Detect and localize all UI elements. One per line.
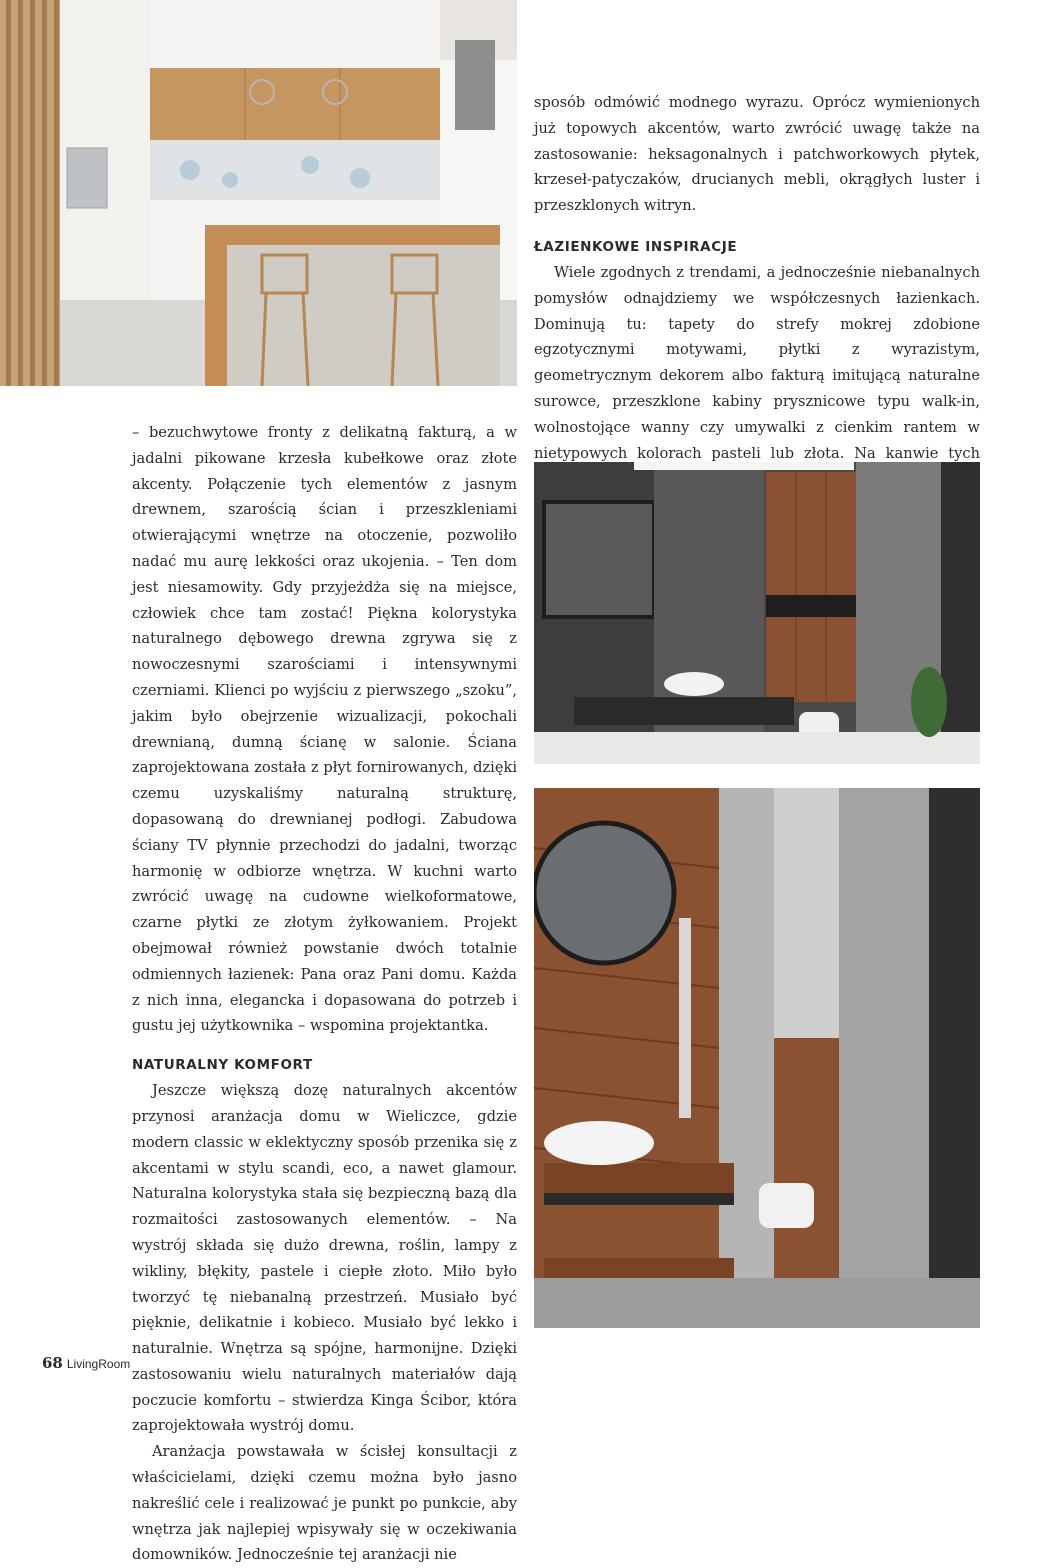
right-column (534, 90, 980, 518)
section-heading-bathroom: ŁAZIENKOWE INSPIRACJE (534, 238, 738, 255)
left-column (132, 420, 517, 1568)
bathroom-photo-wood (534, 788, 980, 1328)
right-intro-paragraph: sposób odmówić modnego wyrazu. Oprócz wymienionych już topowych akcentów, warto zwrócić uwagę także na zastosowanie: heksagonalnych i patchworkowych płytek, krzeseł-patyczaków, drucianych mebli, okrągłych luster i przeszklonych witryn. (534, 94, 980, 215)
magazine-name: LivingRoom (66, 1357, 131, 1371)
kitchen-photo (0, 0, 517, 386)
left-paragraph-2: Jeszcze większą dozę naturalnych akcentów przynosi aranżacja domu w Wieliczce, gdzie modern classic w eklektyczny sposób przenika się z akcentami w stylu scandi, eco, a nawet glamour. Naturalna kolorystyka stała się bezpieczną bazą dla rozmaitości zastosowanych elementów. – Na wystrój składa się dużo drewna, roślin, lampy z wikliny, błękity, pastele i ciepłe złoto. Miło było tworzyć tę niebanalną przestrzeń. Musiało być pięknie, delikatnie i kobieco. Musiało być lekko i naturalnie. Wnętrza są spójne, harmonijne. Dzięki zastosowaniu wielu naturalnych materiałów dają poczucie komfortu – stwierdza Kinga Ścibor, która zaprojektowała wystrój domu. (132, 1082, 517, 1435)
right-body-paragraph: Wiele zgodnych z trendami, a jednocześnie niebanalnych pomysłów odnajdziemy we współczesnych łazienkach. Dominują tu: tapety do strefy mokrej zdobione egzotycznymi motywami, płytki z wyrazistym, geometrycznym dekorem albo fakturą imitującą naturalne surowce, przeszklone kabiny prysznicowe typu walk-in, wolnostojące wanny czy umywalki z cienkim rantem w nietypowych kolorach pasteli lub złota. Na kanwie tych (534, 263, 980, 462)
bathroom-photo-dark (534, 462, 980, 764)
left-paragraph-3: Aranżacja powstawała w ścisłej konsultacji z właścicielami, dzięki czemu można było jasno nakreślić cele i realizować je punkt po punkcie, aby wnętrza jak najlepiej wpisywały się w oczekiwania domowników. Jednocześnie tej aranżacji nie (132, 1443, 517, 1564)
page-folio (42, 1354, 130, 1373)
section-heading-comfort: NATURALNY KOMFORT (132, 1057, 313, 1074)
page-number: 68 (42, 1354, 63, 1372)
left-paragraph-1: – bezuchwytowe fronty z delikatną fakturą, a w jadalni pikowane krzesła kubełkowe oraz złote akcenty. Połączenie tych elementów z jasnym drewnem, szarością ścian i przeszkleniami otwierającymi wnętrze na otoczenie, pozwoliło nadać mu aurę lekkości oraz ukojenia. – Ten dom jest niesamowity. Gdy przyjeżdża się na miejsce, człowiek chce tam zostać! Piękna kolorystyka naturalnego dębowego drewna zgrywa się z nowoczesnymi szarościami i intensywnymi czerniami. Klienci po wyjściu z pierwszego „szoku”, jakim było obejrzenie wizualizacji, pokochali drewnianą, dumną ścianę w salonie. Ściana zaprojektowana została z płyt fornirowanych, dzięki czemu uzyskaliśmy naturalną strukturę, dopasowaną do drewnianej podłogi. Zabudowa ściany TV płynnie przechodzi do jadalni, tworząc harmonię w odbiorze wnętrza. W kuchni warto zwrócić uwagę na cudowne wielkoformatowe, czarne płytki ze złotym żyłkowaniem. Projekt obejmował również powstanie dwóch totalnie odmiennych łazienek: Pana oraz Pani domu. Każda z nich inna, elegancka i dopasowana do potrzeb i gustu jej użytkownika – wspomina projektantka. (132, 424, 517, 1035)
